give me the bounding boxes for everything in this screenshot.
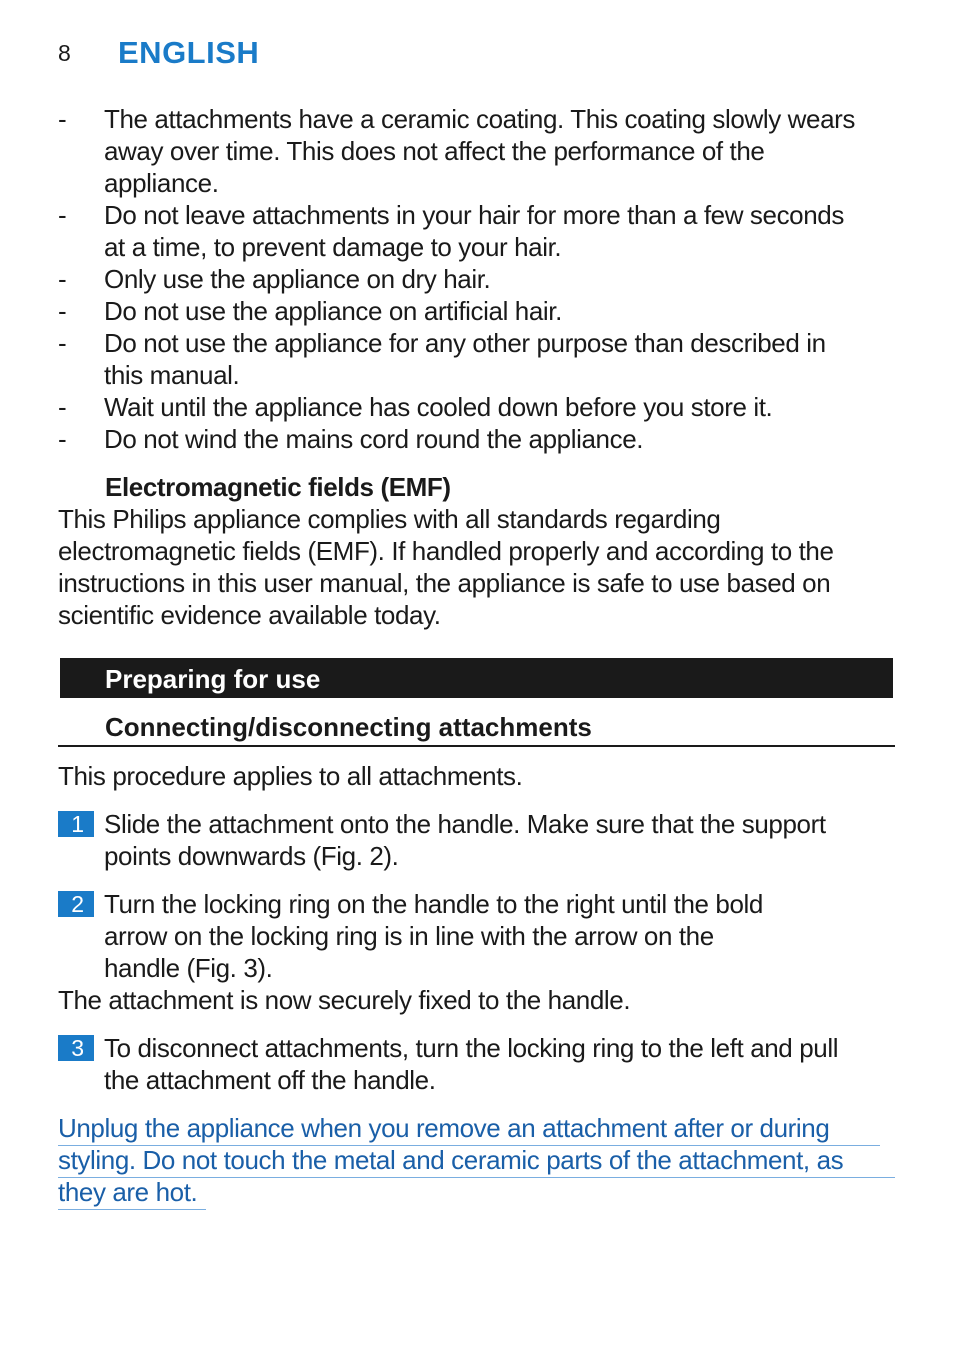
text-line: Do not use the appliance for any other purpose than described in <box>104 328 826 358</box>
dash-marker: - <box>58 392 67 422</box>
text-line: points downwards (Fig. 2). <box>104 841 399 871</box>
text-line: appliance. <box>104 168 219 198</box>
warning-line <box>58 1112 898 1144</box>
intro-text: This procedure applies to all attachments. <box>58 761 523 791</box>
text-line: away over time. This does not affect the performance of the <box>104 136 765 166</box>
underline <box>58 1209 206 1210</box>
step-number-badge <box>58 811 94 837</box>
text-line: Slide the attachment onto the handle. Make sure that the support <box>104 809 826 839</box>
text-line: scientific evidence available today. <box>58 600 441 630</box>
text-line: Do not leave attachments in your hair for more than a few seconds <box>104 200 844 230</box>
emf-heading: Electromagnetic fields (EMF) <box>105 472 451 502</box>
step-number: 3 <box>71 1035 84 1061</box>
step-text <box>104 888 904 984</box>
language-heading: ENGLISH <box>118 35 260 70</box>
text-line: handle (Fig. 3). <box>104 953 273 983</box>
text-line: this manual. <box>104 360 240 390</box>
text-line: To disconnect attachments, turn the locking ring to the left and pull <box>104 1033 839 1063</box>
step-result-text: The attachment is now securely fixed to the handle. <box>58 985 631 1015</box>
text-line: Only use the appliance on dry hair. <box>104 264 491 294</box>
text-line: The attachments have a ceramic coating. This coating slowly wears <box>104 104 855 134</box>
warning-line <box>58 1176 898 1208</box>
list-item-text <box>104 327 894 391</box>
text-line: electromagnetic fields (EMF). If handled properly and according to the <box>58 536 834 566</box>
text-line: they are hot. <box>58 1177 198 1207</box>
text-line: the attachment off the handle. <box>104 1065 436 1095</box>
warning-line <box>58 1144 898 1176</box>
dash-marker: - <box>58 104 67 134</box>
text-line: Do not wind the mains cord round the appliance. <box>104 424 644 454</box>
dash-marker: - <box>58 328 67 358</box>
text-line: styling. Do not touch the metal and ceramic parts of the attachment, as <box>58 1145 844 1175</box>
text-line: Wait until the appliance has cooled down before you store it. <box>104 392 773 422</box>
text-line: arrow on the locking ring is in line with the arrow on the <box>104 921 714 951</box>
text-line: Turn the locking ring on the handle to the right until the bold <box>104 889 763 919</box>
subsection-title: Connecting/disconnecting attachments <box>105 712 592 742</box>
list-item-text <box>104 423 894 455</box>
step-number: 1 <box>71 811 84 837</box>
divider <box>58 745 895 747</box>
dash-marker: - <box>58 264 67 294</box>
list-item-text <box>104 295 894 327</box>
text-line: This Philips appliance complies with all standards regarding <box>58 504 721 534</box>
step-text <box>104 808 904 872</box>
step-number-badge <box>58 1035 94 1061</box>
emf-paragraph <box>58 503 908 631</box>
section-title: Preparing for use <box>105 664 321 694</box>
text-line: instructions in this user manual, the appliance is safe to use based on <box>58 568 831 598</box>
step-number-badge <box>58 891 94 917</box>
step-text <box>104 1032 904 1096</box>
text-line: Unplug the appliance when you remove an attachment after or during <box>58 1113 830 1143</box>
dash-marker: - <box>58 296 67 326</box>
dash-marker: - <box>58 200 67 230</box>
step-number: 2 <box>71 891 84 917</box>
text-line: Do not use the appliance on artificial hair. <box>104 296 562 326</box>
text-line: at a time, to prevent damage to your hair. <box>104 232 562 262</box>
dash-marker: - <box>58 424 67 454</box>
page-number: 8 <box>58 40 71 66</box>
warning-paragraph <box>58 1112 898 1208</box>
list-item-text <box>104 391 894 423</box>
list-item-text <box>104 199 894 263</box>
list-item-text <box>104 263 894 295</box>
list-item-text <box>104 103 894 199</box>
